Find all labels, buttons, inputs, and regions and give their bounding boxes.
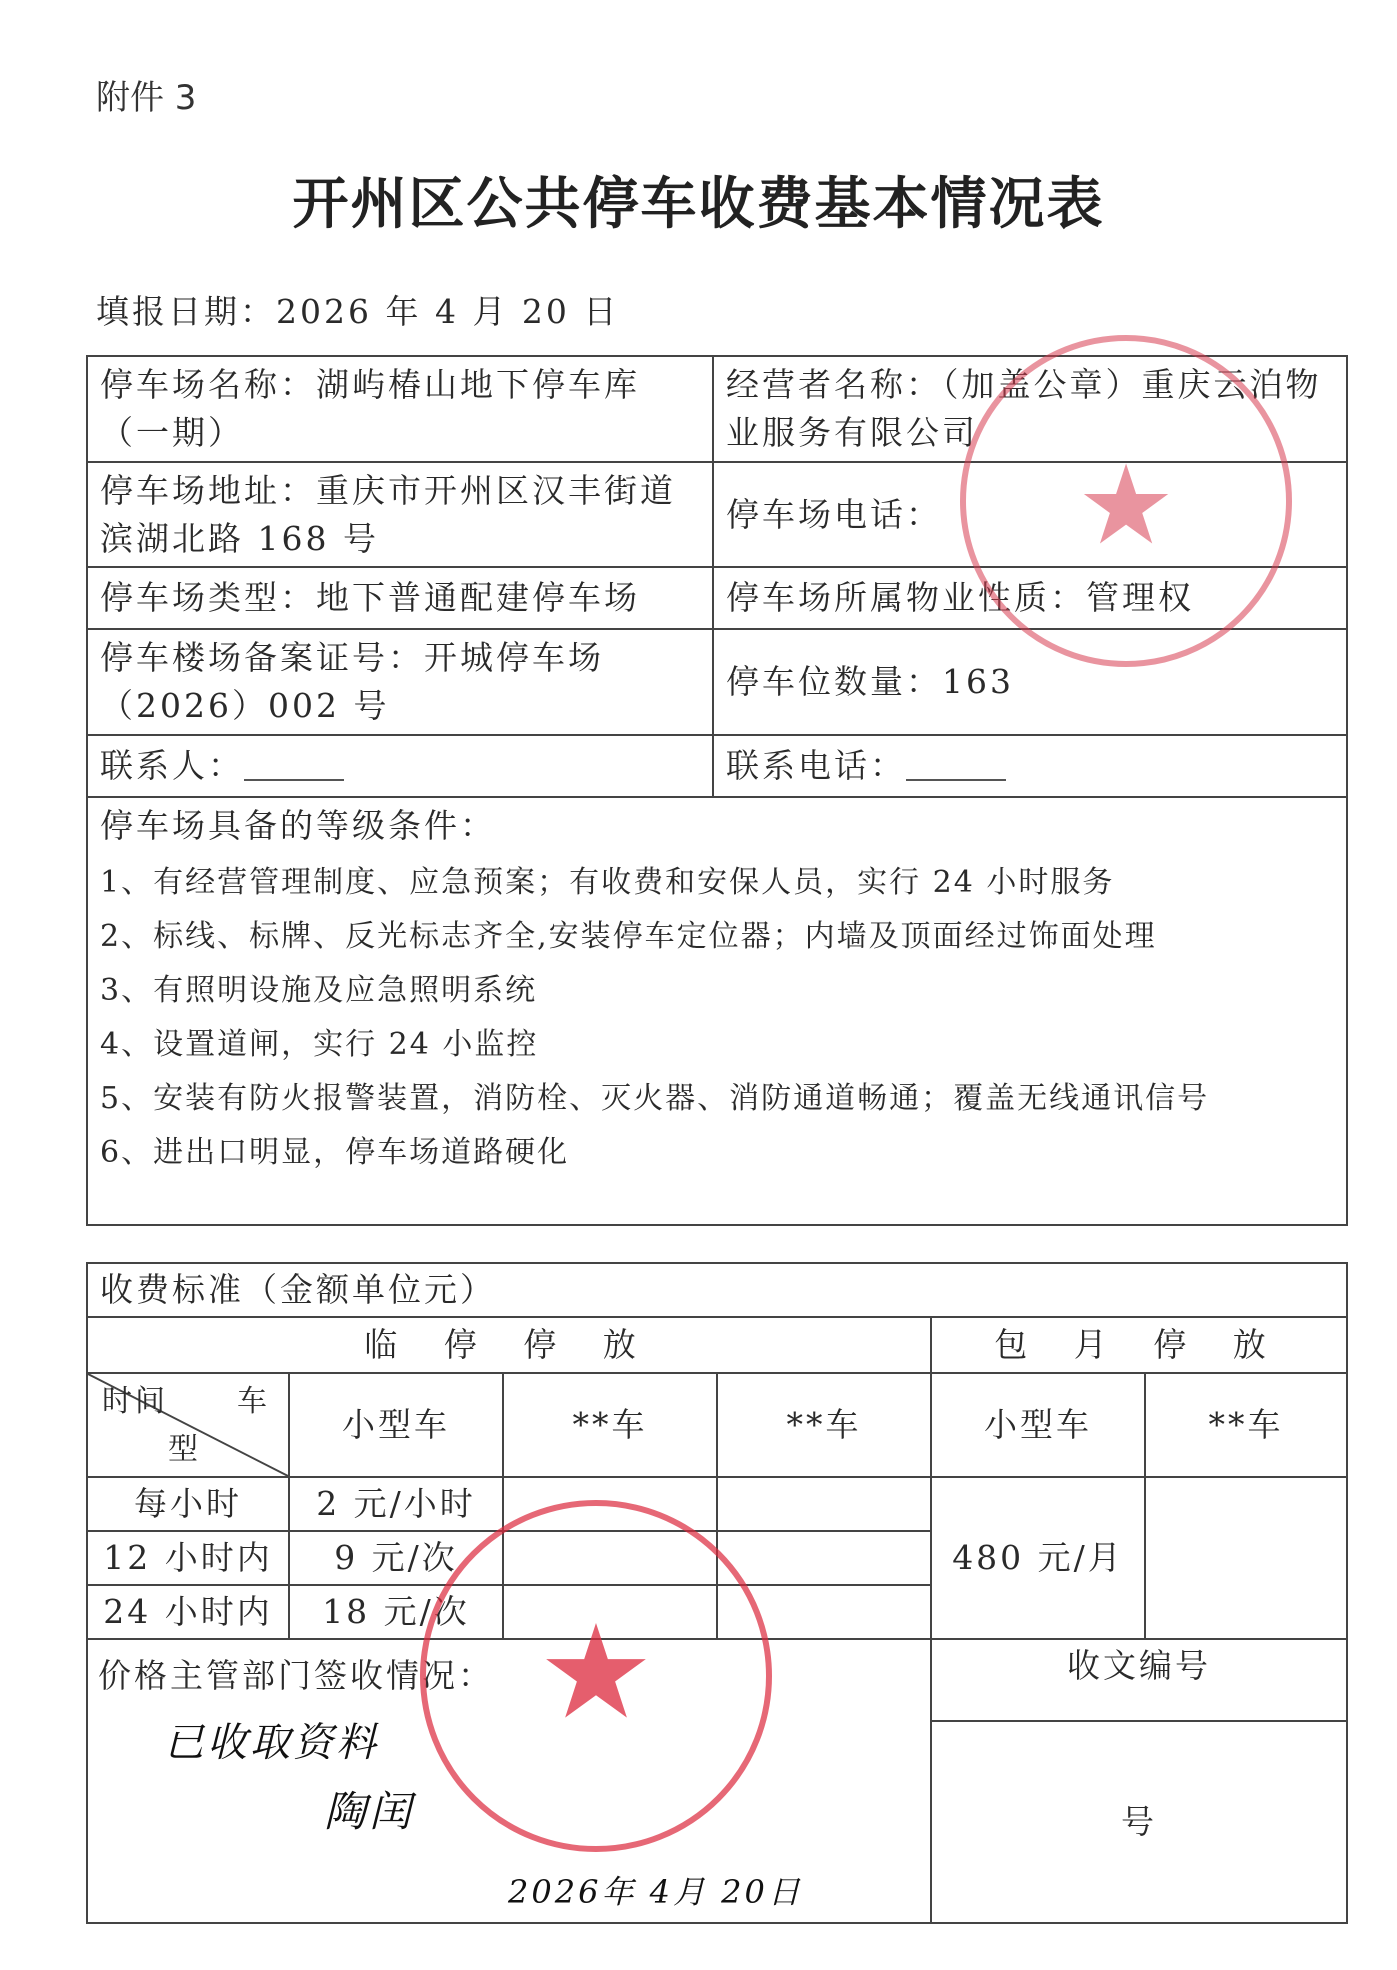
parking-name-label: 停车场名称： bbox=[100, 365, 316, 404]
period-cell: 每小时 bbox=[87, 1477, 289, 1531]
filing-value: 开城停车场（2026）002 号 bbox=[100, 638, 604, 726]
handwritten-date: 2026年 4月 20日 bbox=[508, 1873, 803, 1912]
address-label: 停车场地址： bbox=[100, 470, 316, 510]
condition-item: 2、标线、标牌、反光标志齐全,安装停车定位器；内墙及顶面经过饰面处理 bbox=[100, 918, 1157, 954]
operator-cell bbox=[713, 356, 1347, 462]
condition-item: 3、有照明设施及应急照明系统 bbox=[100, 972, 538, 1008]
operator-label: 经营者名称： bbox=[726, 365, 942, 404]
star-icon: ★ bbox=[537, 1596, 655, 1748]
fill-date: 填报日期：2026 年 4 月 20 日 bbox=[96, 292, 620, 331]
fee-cell bbox=[717, 1531, 931, 1585]
contact-phone-label: 联系电话： bbox=[726, 746, 906, 786]
star-icon: ★ bbox=[1076, 441, 1176, 569]
type-label: 停车场类型： bbox=[100, 578, 316, 618]
type-cell bbox=[87, 567, 713, 629]
monthly-small-fee: 480 元/月 bbox=[931, 1477, 1145, 1639]
fee-cell bbox=[717, 1477, 931, 1531]
col-header: **车 bbox=[503, 1373, 717, 1477]
fee-cell: 2 元/小时 bbox=[289, 1477, 503, 1531]
fee-table bbox=[86, 1262, 1348, 1924]
condition-item: 6、进出口明显，停车场道路硬化 bbox=[100, 1134, 570, 1170]
contact-redacted bbox=[244, 755, 344, 781]
corner-header bbox=[87, 1373, 289, 1477]
conditions-heading: 停车场具备的等级条件： bbox=[100, 806, 496, 846]
contact-label: 联系人： bbox=[100, 746, 244, 786]
corner-time: 时间 bbox=[102, 1383, 168, 1419]
receipt-number-value: 号 bbox=[931, 1721, 1347, 1923]
fee-heading: 收费标准（金额单位元） bbox=[87, 1263, 1347, 1317]
corner-car: 车 bbox=[237, 1383, 270, 1419]
spaces-value: 163 bbox=[942, 662, 1014, 702]
col-header: 小型车 bbox=[931, 1373, 1145, 1477]
spaces-cell bbox=[713, 629, 1347, 735]
fee-cell bbox=[503, 1531, 717, 1585]
col-header: 小型车 bbox=[289, 1373, 503, 1477]
fee-cell: 18 元/次 bbox=[289, 1585, 503, 1639]
phone-cell bbox=[713, 462, 1347, 568]
phone-label: 停车场电话： bbox=[726, 494, 942, 534]
attachment-label: 附件 3 bbox=[96, 78, 197, 118]
period-cell: 24 小时内 bbox=[87, 1585, 289, 1639]
temporary-parking-header: 临 停 停 放 bbox=[87, 1317, 931, 1373]
filing-label: 停车楼场备案证号： bbox=[100, 638, 424, 678]
period-cell: 12 小时内 bbox=[87, 1531, 289, 1585]
fee-cell bbox=[717, 1585, 931, 1639]
handwritten-name: 陶闰 bbox=[324, 1786, 415, 1836]
info-table bbox=[86, 355, 1348, 1226]
fee-cell bbox=[503, 1477, 717, 1531]
col-header: **车 bbox=[717, 1373, 931, 1477]
property-cell bbox=[713, 567, 1347, 629]
handwritten-note: 已收取资料 bbox=[164, 1719, 379, 1766]
conditions-cell bbox=[87, 797, 1347, 1225]
parking-name-value: 湖屿椿山地下停车库（一期） bbox=[100, 365, 640, 452]
fee-cell bbox=[503, 1585, 717, 1639]
contact-phone-cell bbox=[713, 735, 1347, 797]
contact-phone-redacted bbox=[906, 755, 1006, 781]
receipt-number-label: 收文编号 bbox=[931, 1639, 1347, 1721]
corner-type: 型 bbox=[168, 1432, 201, 1468]
fee-row bbox=[87, 1477, 1347, 1531]
filing-cell bbox=[87, 629, 713, 735]
signoff-label: 价格主管部门签收情况： bbox=[98, 1655, 494, 1695]
condition-item: 5、安装有防火报警装置，消防栓、灭火器、消防通道畅通；覆盖无线通讯信号 bbox=[100, 1080, 1210, 1116]
address-cell bbox=[87, 462, 713, 568]
spaces-label: 停车位数量： bbox=[726, 662, 942, 702]
contact-cell bbox=[87, 735, 713, 797]
property-label: 停车场所属物业性质： bbox=[726, 578, 1086, 618]
operator-value: （加盖公章）重庆云泊物业服务有限公司 bbox=[726, 365, 1322, 452]
address-value: 重庆市开州区汉丰街道滨湖北路 168 号 bbox=[100, 470, 676, 558]
condition-item: 4、设置道闸，实行 24 小监控 bbox=[100, 1026, 539, 1062]
signoff-cell bbox=[87, 1639, 931, 1923]
property-value: 管理权 bbox=[1086, 578, 1194, 618]
monthly-parking-header: 包 月 停 放 bbox=[931, 1317, 1347, 1373]
condition-item: 1、有经营管理制度、应急预案；有收费和安保人员，实行 24 小时服务 bbox=[100, 864, 1115, 900]
parking-name-cell bbox=[87, 356, 713, 462]
col-header: **车 bbox=[1145, 1373, 1347, 1477]
fee-cell: 9 元/次 bbox=[289, 1531, 503, 1585]
type-value: 地下普通配建停车场 bbox=[316, 578, 640, 618]
monthly-other-fee bbox=[1145, 1477, 1347, 1639]
page-title: 开州区公共停车收费基本情况表 bbox=[292, 171, 1105, 237]
